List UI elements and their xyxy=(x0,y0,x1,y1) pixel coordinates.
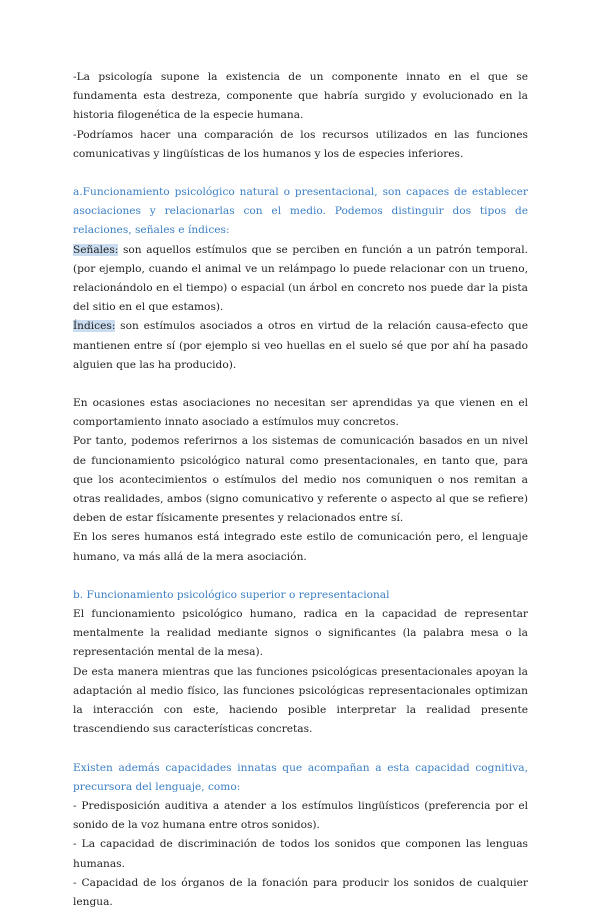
indices-paragraph xyxy=(73,317,528,375)
section-b-paragraph-2: De esta manera mientras que las funciones psicológicas presentacionales apoyan la adaptación al medio físico, las funciones psicológicas representacionales optimizan la interacción con este, haciendo posible interpretar la realidad presente trascendiendo sus características concretas. xyxy=(73,665,528,736)
senales-paragraph xyxy=(73,241,528,318)
seres-humanos-paragraph: En los seres humanos está integrado este estilo de comunicación pero, el lenguaje humano, va más allá de la mera asociación. xyxy=(73,531,528,563)
list-item: - La capacidad de discriminación de todos los sonidos que componen las lenguas humanas. xyxy=(73,838,528,870)
list-item: - Predisposición auditiva a atender a los estímulos lingüísticos (preferencia por el sonido de la voz humana entre otros sonidos). xyxy=(73,799,528,832)
intro-paragraph-2: -Podríamos hacer una comparación de los recursos utilizados en las funciones comunicativas y lingüísticas de los humanos y los de especies inferiores. xyxy=(73,128,528,160)
list-item: - Capacidad de los órganos de la fonación para producir los sonidos de cualquier lengua. xyxy=(73,876,528,908)
section-c-heading: Existen además capacidades innatas que acompañan a esta capacidad cognitiva, precursora del lenguaje, como: xyxy=(73,761,528,793)
senales-text: son aquellos estímulos que se perciben en función a un patrón temporal. (por ejemplo, cuando el animal ve un relámpago lo puede relacionar con un trueno, relacionándolo en el tiempo) o espacial (un árbol en concreto nos puede dar la pista del sitio en el que estamos). xyxy=(73,243,528,314)
senales-term: Señales: xyxy=(73,243,119,256)
section-a-heading: a.Funcionamiento psicológico natural o presentacional, son capaces de establecer asociaciones y relacionarlas con el medio. Podemos distinguir dos tipos de relaciones, señales e índices: xyxy=(73,186,528,237)
document-page xyxy=(73,68,528,912)
ocasiones-paragraph: En ocasiones estas asociaciones no necesitan ser aprendidas ya que vienen en el comportamiento innato asociado a estímulos muy concretos. xyxy=(73,397,528,429)
portanto-paragraph: Por tanto, podemos referirnos a los sistemas de comunicación basados en un nivel de funcionamiento psicológico natural como presentacionales, en tanto que, para que los acontecimientos o estímulos del medio nos comuniquen o nos remitan a otras realidades, ambos (signo comunicativo y referente o aspecto al que se refiere) deben de estar físicamente presentes y relacionados entre sí. xyxy=(73,435,528,525)
indices-term: Índices: xyxy=(73,320,116,333)
intro-paragraph-1: -La psicología supone la existencia de un componente innato en el que se fundamenta esta destreza, componente que habría surgido y evolucionado en la historia filogenética de la especie humana. xyxy=(73,71,528,122)
section-b-paragraph-1: El funcionamiento psicológico humano, radica en la capacidad de representar mentalmente la realidad mediante signos o significantes (la palabra mesa o la representación mental de la mesa). xyxy=(73,608,528,659)
section-b-heading: b. Funcionamiento psicológico superior o representacional xyxy=(73,588,390,601)
indices-text: son estímulos asociados a otros en virtud de la relación causa-efecto que mantienen entre sí (por ejemplo si veo huellas en el suelo sé que por ahí ha pasado alguien que las ha producido). xyxy=(73,320,528,371)
